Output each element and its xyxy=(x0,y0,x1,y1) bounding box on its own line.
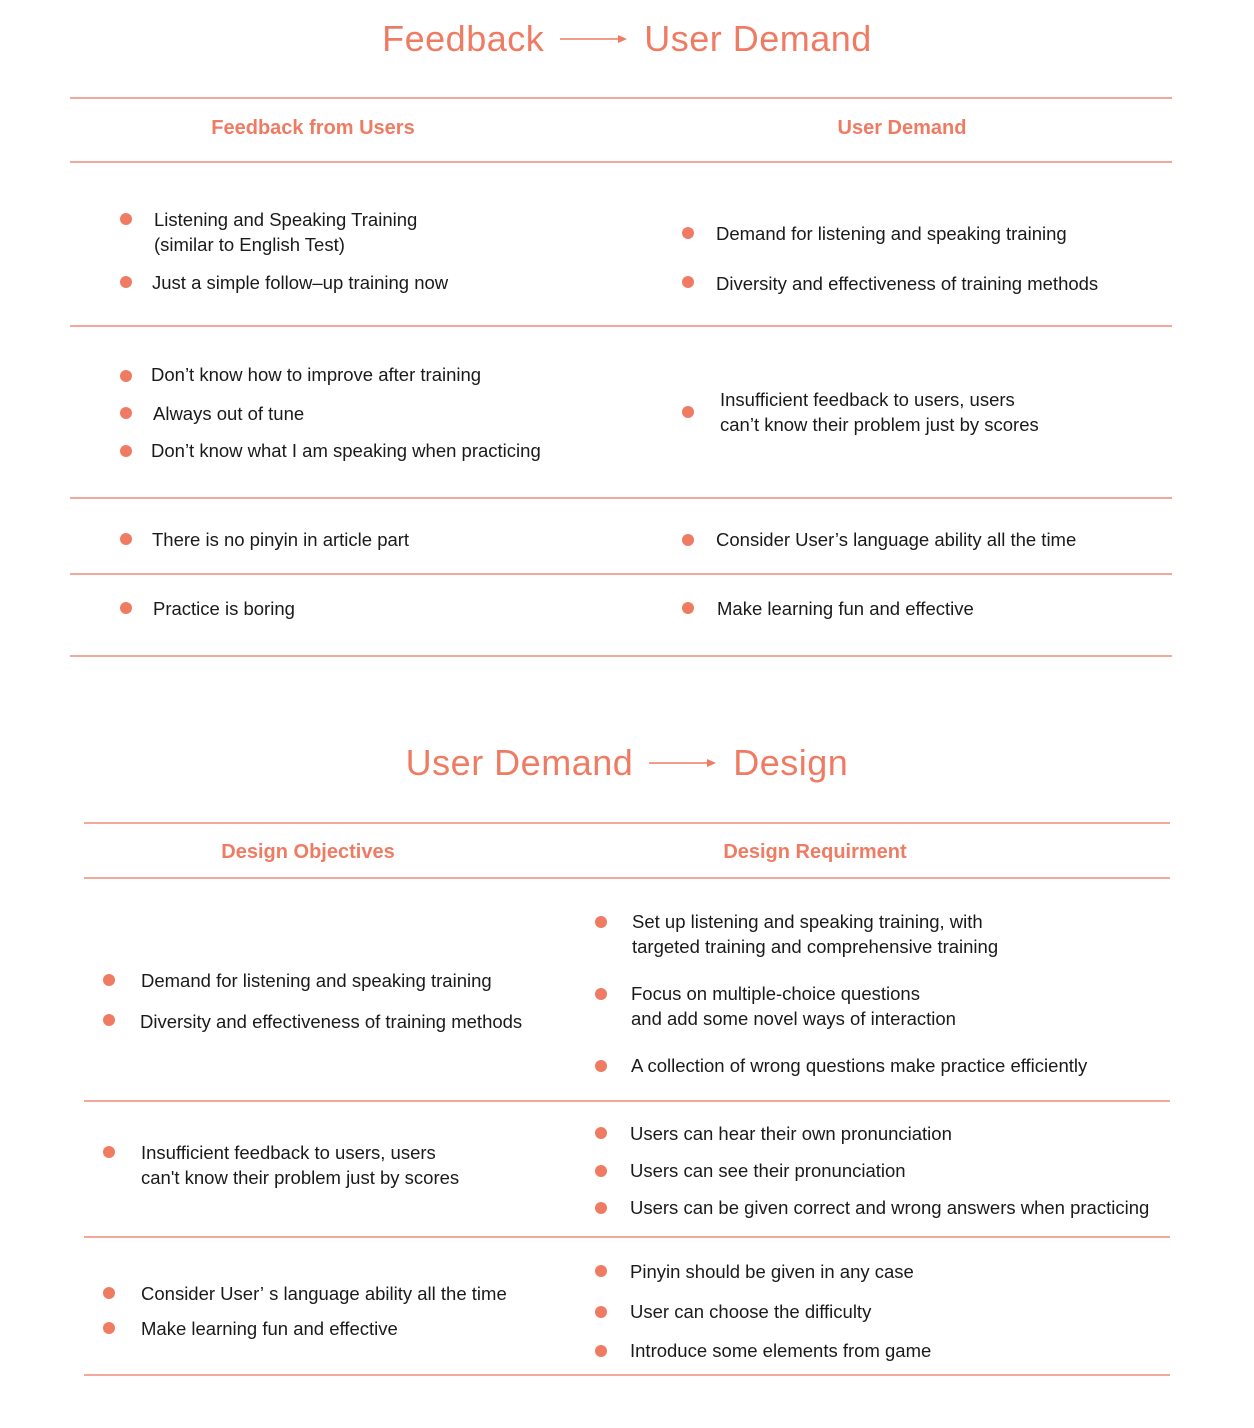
bullet-icon xyxy=(103,1322,115,1334)
section2-title xyxy=(0,740,1254,786)
bullet-icon xyxy=(120,213,132,225)
bullet-icon xyxy=(120,602,132,614)
list-item: A collection of wrong questions make practice efficiently xyxy=(631,1055,1088,1076)
list-item: Users can see their pronunciation xyxy=(630,1160,906,1181)
bullet-icon xyxy=(595,1127,607,1139)
bullet-icon xyxy=(103,1287,115,1299)
section1-title xyxy=(0,16,1254,62)
bullet-icon xyxy=(682,406,694,418)
bullet-icon xyxy=(103,1014,115,1026)
list-item: Just a simple follow–up training now xyxy=(152,272,449,293)
list-item: Listening and Speaking Training (similar to English Test) xyxy=(154,209,418,255)
section1-title-to: User Demand xyxy=(644,18,872,59)
divider xyxy=(84,877,1170,879)
bullet-icon xyxy=(595,1345,607,1357)
list-item: Practice is boring xyxy=(153,598,295,619)
bullet-icon xyxy=(120,533,132,545)
list-item: Users can hear their own pronunciation xyxy=(630,1123,952,1144)
list-item: Users can be given correct and wrong answers when practicing xyxy=(630,1197,1150,1218)
list-item: Set up listening and speaking training, with targeted training and comprehensive training xyxy=(632,911,999,957)
bullet-icon xyxy=(595,1306,607,1318)
list-item: Don’t know how to improve after training xyxy=(151,364,482,385)
list-item: Don’t know what I am speaking when practicing xyxy=(151,440,541,461)
column-header-feedback: Feedback from Users xyxy=(211,117,415,139)
list-item: Consider User’ s language ability all the time xyxy=(141,1283,507,1304)
column-header-design-requirement: Design Requirment xyxy=(723,841,907,863)
bullet-icon xyxy=(120,276,132,288)
arrow-right-icon xyxy=(649,754,717,772)
bullet-icon xyxy=(120,407,132,419)
divider xyxy=(70,325,1172,327)
divider xyxy=(84,822,1170,824)
bullet-icon xyxy=(595,1202,607,1214)
bullet-icon xyxy=(682,227,694,239)
list-item: Demand for listening and speaking training xyxy=(716,223,1067,244)
bullet-icon xyxy=(120,445,132,457)
list-item: Make learning fun and effective xyxy=(717,598,974,619)
bullet-icon xyxy=(595,1165,607,1177)
bullet-icon xyxy=(595,1265,607,1277)
list-item: Always out of tune xyxy=(153,403,305,424)
list-item: There is no pinyin in article part xyxy=(152,529,410,550)
section2-title-to: Design xyxy=(733,742,849,783)
bullet-icon xyxy=(595,916,607,928)
divider xyxy=(70,573,1172,575)
divider xyxy=(70,497,1172,499)
divider xyxy=(70,161,1172,163)
list-item: Demand for listening and speaking training xyxy=(141,970,492,991)
section1-title-from: Feedback xyxy=(382,18,545,59)
bullet-icon xyxy=(682,602,694,614)
bullet-icon xyxy=(103,1146,115,1158)
divider xyxy=(84,1374,1170,1376)
bullet-icon xyxy=(595,988,607,1000)
list-item: Consider User’s language ability all the time xyxy=(716,529,1077,550)
bullet-icon xyxy=(595,1060,607,1072)
bullet-icon xyxy=(682,534,694,546)
list-item: Focus on multiple-choice questions and add some novel ways of interaction xyxy=(631,983,956,1029)
list-item: Introduce some elements from game xyxy=(630,1340,932,1361)
list-item: Pinyin should be given in any case xyxy=(630,1261,914,1282)
list-item: Make learning fun and effective xyxy=(141,1318,398,1339)
list-item: Diversity and effectiveness of training methods xyxy=(140,1011,523,1032)
bullet-icon xyxy=(120,370,132,382)
bullet-icon xyxy=(103,974,115,986)
section2-title-from: User Demand xyxy=(405,742,634,783)
list-item: User can choose the difficulty xyxy=(630,1301,872,1322)
column-header-design-objectives: Design Objectives xyxy=(221,841,395,863)
divider xyxy=(70,655,1172,657)
bullet-icon xyxy=(682,276,694,288)
arrow-right-icon xyxy=(560,30,628,48)
list-item: Insufficient feedback to users, users can’t know their problem just by scores xyxy=(720,389,1039,435)
divider xyxy=(84,1236,1170,1238)
list-item: Insufficient feedback to users, users can't know their problem just by scores xyxy=(141,1142,460,1188)
divider xyxy=(70,97,1172,99)
list-item: Diversity and effectiveness of training methods xyxy=(716,273,1099,294)
divider xyxy=(84,1100,1170,1102)
column-header-user-demand: User Demand xyxy=(837,117,967,139)
